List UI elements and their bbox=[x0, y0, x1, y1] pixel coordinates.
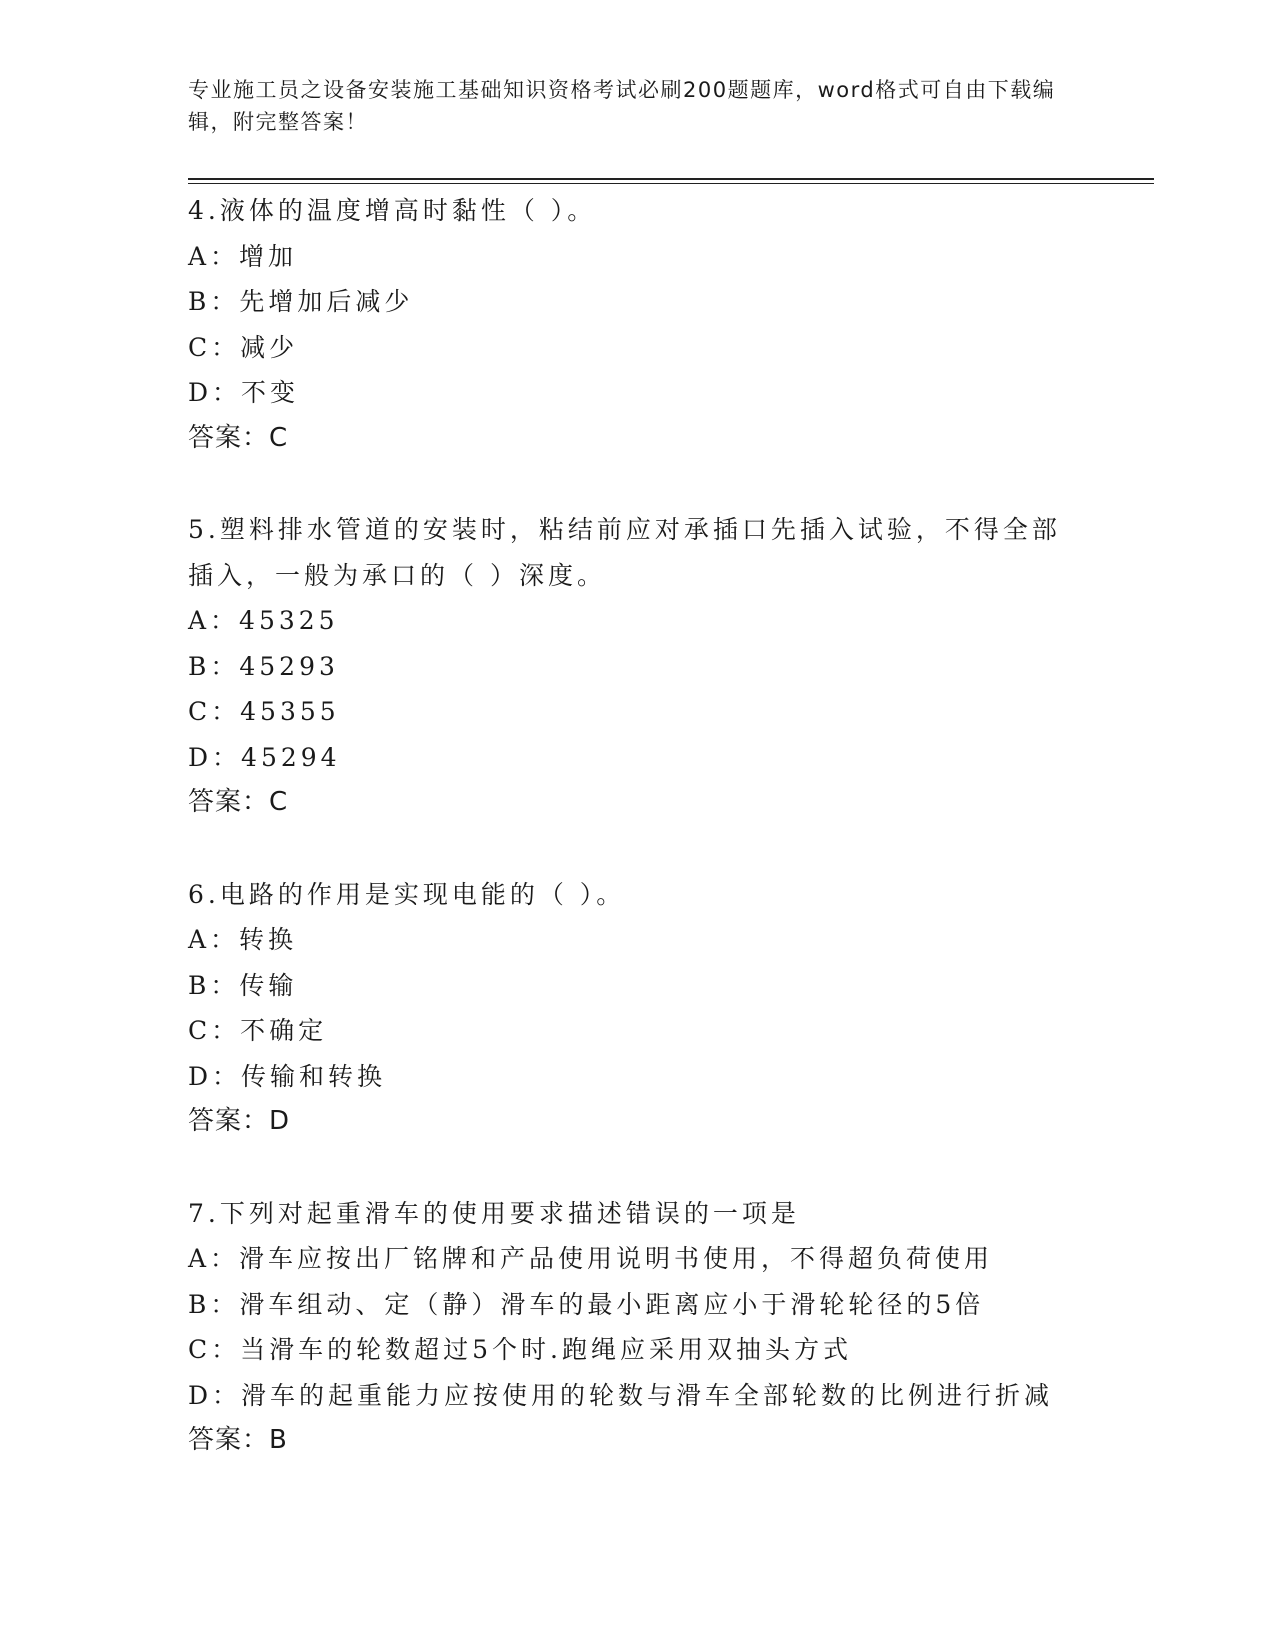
option-b: B：45293 bbox=[188, 651, 339, 681]
option-d: D：不变 bbox=[188, 378, 300, 407]
header-divider-thick bbox=[188, 178, 1154, 180]
question-stem: 5.塑料排水管道的安装时，粘结前应对承插口先插入试验，不得全部插入，一般为承口的（ ）深度。 bbox=[188, 515, 1061, 590]
option-c: C：减少 bbox=[188, 332, 299, 362]
question-stem: 4.液体的温度增高时黏性（ ）。 bbox=[188, 196, 597, 225]
option-d: D：45294 bbox=[188, 742, 341, 772]
answer-line: 答案：C bbox=[188, 787, 289, 817]
answer-line: 答案：C bbox=[188, 422, 289, 453]
option-a: A：增加 bbox=[188, 241, 298, 271]
option-c: C：当滑车的轮数超过5个时.跑绳应采用双抽头方式 bbox=[188, 1335, 852, 1364]
option-b: B：先增加后减少 bbox=[188, 287, 414, 316]
option-d: D：滑车的起重能力应按使用的轮数与滑车全部轮数的比例进行折减 bbox=[188, 1380, 1054, 1410]
question-stem: 7.下列对起重滑车的使用要求描述错误的一项是 bbox=[188, 1198, 800, 1228]
document-header: 专业施工员之设备安装施工基础知识资格考试必刷200题题库，word格式可自由下载编辑，附完整答案！ bbox=[188, 78, 1056, 134]
question-stem: 6.电路的作用是实现电能的（ ）。 bbox=[188, 879, 626, 909]
question-4 bbox=[188, 188, 1088, 461]
header-divider-thin bbox=[188, 183, 1154, 184]
answer-line: 答案：D bbox=[188, 1106, 291, 1136]
option-a: A：45325 bbox=[188, 606, 339, 635]
option-c: C：45355 bbox=[188, 697, 340, 726]
question-7 bbox=[188, 1191, 1088, 1464]
option-c: C：不确定 bbox=[188, 1016, 328, 1045]
answer-line: 答案：B bbox=[188, 1425, 288, 1455]
question-6 bbox=[188, 872, 1088, 1145]
option-d: D：传输和转换 bbox=[188, 1061, 387, 1091]
option-a: A：滑车应按出厂铭牌和产品使用说明书使用，不得超负荷使用 bbox=[188, 1244, 994, 1273]
option-b: B：滑车组动、定（静）滑车的最小距离应小于滑轮轮径的5倍 bbox=[188, 1289, 985, 1319]
option-a: A：转换 bbox=[188, 925, 298, 954]
option-b: B：传输 bbox=[188, 970, 298, 1000]
question-5 bbox=[188, 507, 1088, 826]
question-list bbox=[188, 188, 1088, 1510]
